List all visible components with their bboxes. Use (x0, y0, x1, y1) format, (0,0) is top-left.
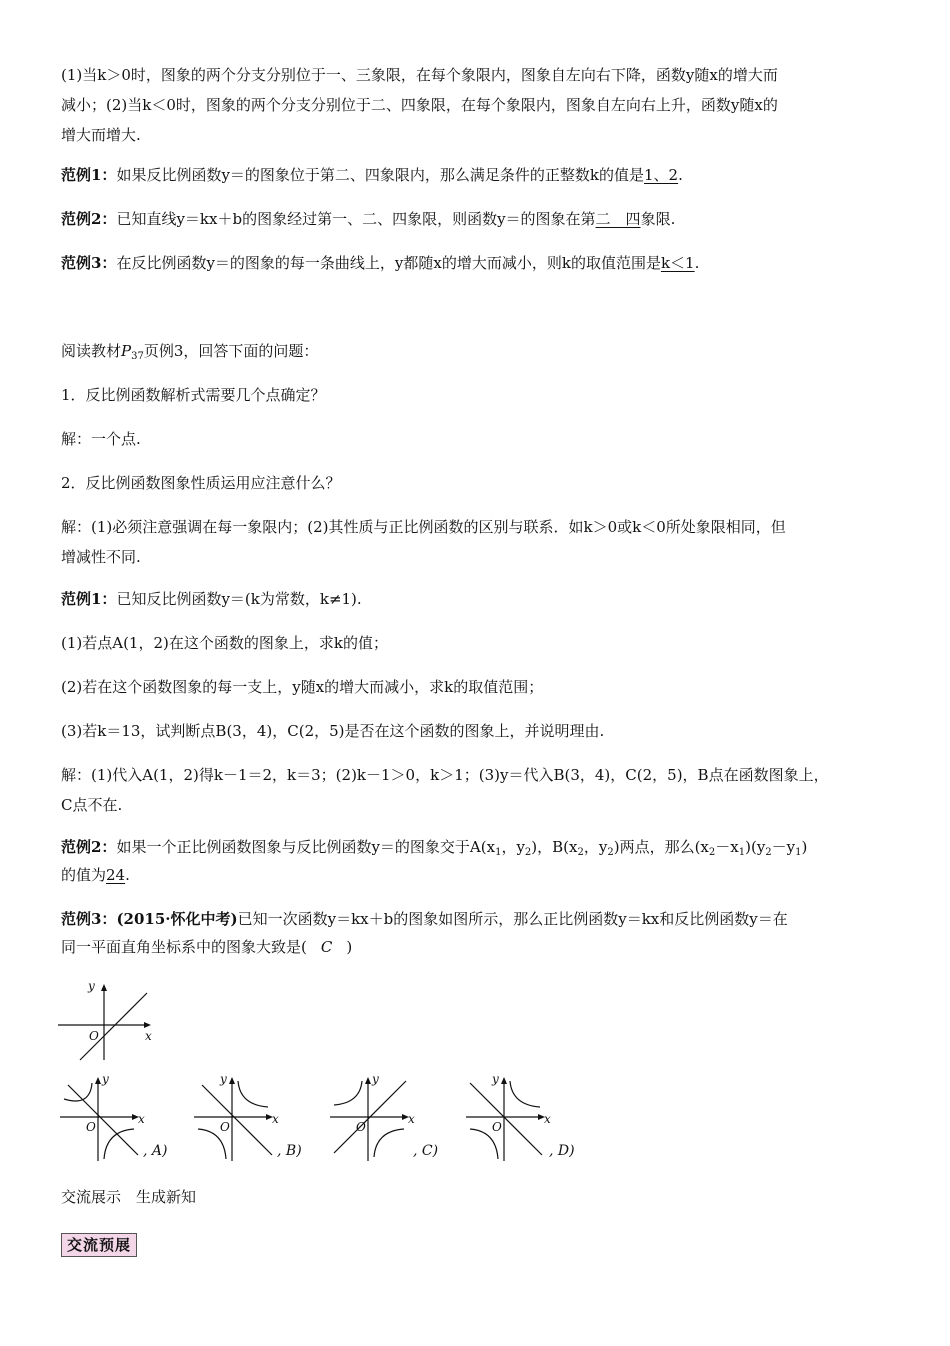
example-tail: . (678, 166, 683, 184)
ex1-part-3: (3)若k＝13，试判断点B(3，4)，C(2，5)是否在这个函数的图象上，并说明理由. (61, 722, 605, 740)
ex2-text: ) (801, 838, 808, 856)
y-axis-arrow (365, 1077, 371, 1084)
example-answer: k＜1 (660, 254, 695, 272)
ex2-text: )，B(x (531, 838, 578, 856)
example-text: 如果反比例函数y＝的图象位于第二、四象限内，那么满足条件的正整数k的值是 (116, 166, 645, 184)
property-line-2: 减小；(2)当k＜0时，图象的两个分支分别位于二、四象限，在每个象限内，图象自左向右上升，函数y随x的 (61, 96, 778, 114)
subscript: 2 (577, 847, 584, 858)
subscript: 2 (607, 847, 614, 858)
subscript: 1 (795, 847, 802, 858)
option-d-label: , D) (549, 1143, 575, 1159)
section-heading: 交流展示 生成新知 (61, 1188, 197, 1206)
x-label: x (145, 1029, 152, 1043)
y-axis-arrow (501, 1077, 507, 1084)
ex1-solution-2: C点不在. (61, 796, 123, 814)
ex3-close: ) (346, 938, 353, 956)
hyperbola-branch (510, 1081, 540, 1107)
ex1-solution-1: 解：(1)代入A(1，2)得k－1＝2，k＝3；(2)k－1＞0，k＞1；(3)y＝代入B(3，4)，C(2，5)，B点在函数图象上， (61, 766, 829, 784)
ex2-answer: 24 (106, 866, 126, 884)
ex2-text: ，y (501, 838, 525, 856)
y-label: y (102, 1072, 109, 1086)
ex2-text: )两点，那么(x (613, 838, 709, 856)
line-y-kx-b (80, 993, 147, 1060)
ex2-text: )(y (745, 838, 766, 856)
example-label: 范例1： (61, 166, 117, 184)
y-axis-arrow (229, 1077, 235, 1084)
option-c-label: , C) (413, 1143, 439, 1159)
subscript: 2 (708, 847, 716, 858)
hyperbola-branch (374, 1129, 404, 1157)
property-line-1: (1)当k＞0时，图象的两个分支分别位于一、三象限，在每个象限内，图象自左向右下降，函数y随x的增大而 (61, 66, 778, 84)
reading-prefix: 阅读教材 (61, 342, 122, 360)
example-label: 范例2： (61, 838, 117, 856)
example-1 (61, 165, 683, 185)
ex2-text: －x (715, 838, 739, 856)
section-badge: 交流预展 (61, 1233, 137, 1257)
option-a-graph (58, 1073, 150, 1165)
linear-function-graph (55, 978, 165, 1063)
y-label: y (88, 979, 95, 993)
y-label: y (220, 1072, 227, 1086)
origin-label: O (86, 1120, 96, 1134)
example-label: 范例3： (61, 910, 117, 928)
example-text: 已知反比例函数y＝(k为常数，k≠1). (116, 590, 362, 608)
reading-page-number: 37 (131, 351, 144, 362)
example-text: 已知直线y＝kx＋b的图象经过第一、二、四象限，则函数y＝的图象在第 (116, 210, 596, 228)
example-answer: 1、2 (644, 166, 679, 184)
example-tail: . (694, 254, 700, 272)
ex3-text: 同一平面直角坐标系中的图象大致是( (61, 938, 307, 956)
ex2-text: ，y (583, 838, 608, 856)
reading-page: P (121, 342, 132, 360)
reading-suffix: 页例3，回答下面的问题： (143, 342, 319, 360)
hyperbola-branch (104, 1129, 134, 1159)
x-label: x (408, 1112, 415, 1126)
y-axis-arrow (95, 1077, 101, 1084)
option-a-label: , A) (143, 1143, 168, 1159)
subscript: 2 (524, 847, 532, 858)
example-label: 范例3： (61, 254, 117, 272)
option-b-graph (192, 1073, 284, 1165)
answer-2-line-1: 解：(1)必须注意强调在每一象限内；(2)其性质与正比例函数的区别与联系．如k＞0或k＜0所处象限相同，但 (61, 518, 786, 536)
y-label: y (492, 1072, 499, 1086)
ex3-line-1 (61, 909, 788, 929)
line-y-kx (470, 1083, 542, 1155)
example-label: 范例2： (61, 210, 117, 228)
ex2-text: 如果一个正比例函数图象与反比例函数y＝的图象交于A(x (116, 838, 496, 856)
ex3-source: (2015·怀化中考) (116, 910, 238, 928)
x-label: x (138, 1112, 145, 1126)
hyperbola-branch (334, 1081, 362, 1105)
ex1-part-2: (2)若在这个函数图象的每一支上，y随x的增大而减小，求k的取值范围； (61, 678, 544, 696)
answer-2-line-2: 增减性不同. (61, 548, 141, 566)
ex2-text: －y (771, 838, 796, 856)
ex2-line-1 (61, 837, 807, 863)
ex3-answer: C (320, 938, 333, 956)
y-label: y (372, 1072, 379, 1086)
origin-label: O (220, 1120, 230, 1134)
option-d-graph (464, 1073, 556, 1165)
reading-instruction (61, 341, 318, 367)
option-b-label: , B) (277, 1143, 302, 1159)
option-c-graph (328, 1073, 420, 1165)
example-2 (61, 209, 675, 229)
origin-label: O (492, 1120, 502, 1134)
origin-label: O (356, 1120, 366, 1134)
line-y-kx (68, 1085, 138, 1155)
ex1-part-1: (1)若点A(1，2)在这个函数的图象上，求k的值； (61, 634, 388, 652)
hyperbola-branch (238, 1081, 268, 1107)
subscript: 1 (495, 847, 502, 858)
subscript: 1 (738, 847, 746, 858)
question-1: 1．反比例函数解析式需要几个点确定？ (61, 386, 326, 404)
ex2-text: 的值为 (61, 866, 107, 884)
ex2-tail: . (125, 866, 130, 884)
property-line-3: 增大而增大. (61, 126, 141, 144)
example-tail: 象限. (640, 210, 676, 228)
example-answer: 二 四 (595, 210, 641, 228)
subscript: 2 (765, 847, 772, 858)
example-text: 在反比例函数y＝的图象的每一条曲线上，y都随x的增大而减小，则k的取值范围是 (116, 254, 661, 272)
example-label: 范例1： (61, 590, 117, 608)
x-label: x (272, 1112, 279, 1126)
origin-label: O (89, 1029, 99, 1043)
y-axis-arrow (101, 984, 107, 991)
example-3 (61, 253, 699, 273)
x-axis-arrow (144, 1022, 151, 1028)
x-label: x (544, 1112, 551, 1126)
ex3-line-2 (61, 937, 352, 957)
answer-1: 解：一个点. (61, 430, 141, 448)
ex2-line-2 (61, 865, 130, 885)
line-y-kx (202, 1085, 272, 1155)
ex1-stem (61, 589, 362, 609)
ex3-text: 已知一次函数y＝kx＋b的图象如图所示，那么正比例函数y＝kx和反比例函数y＝在 (237, 910, 788, 928)
question-2: 2．反比例函数图象性质运用应注意什么？ (61, 474, 341, 492)
